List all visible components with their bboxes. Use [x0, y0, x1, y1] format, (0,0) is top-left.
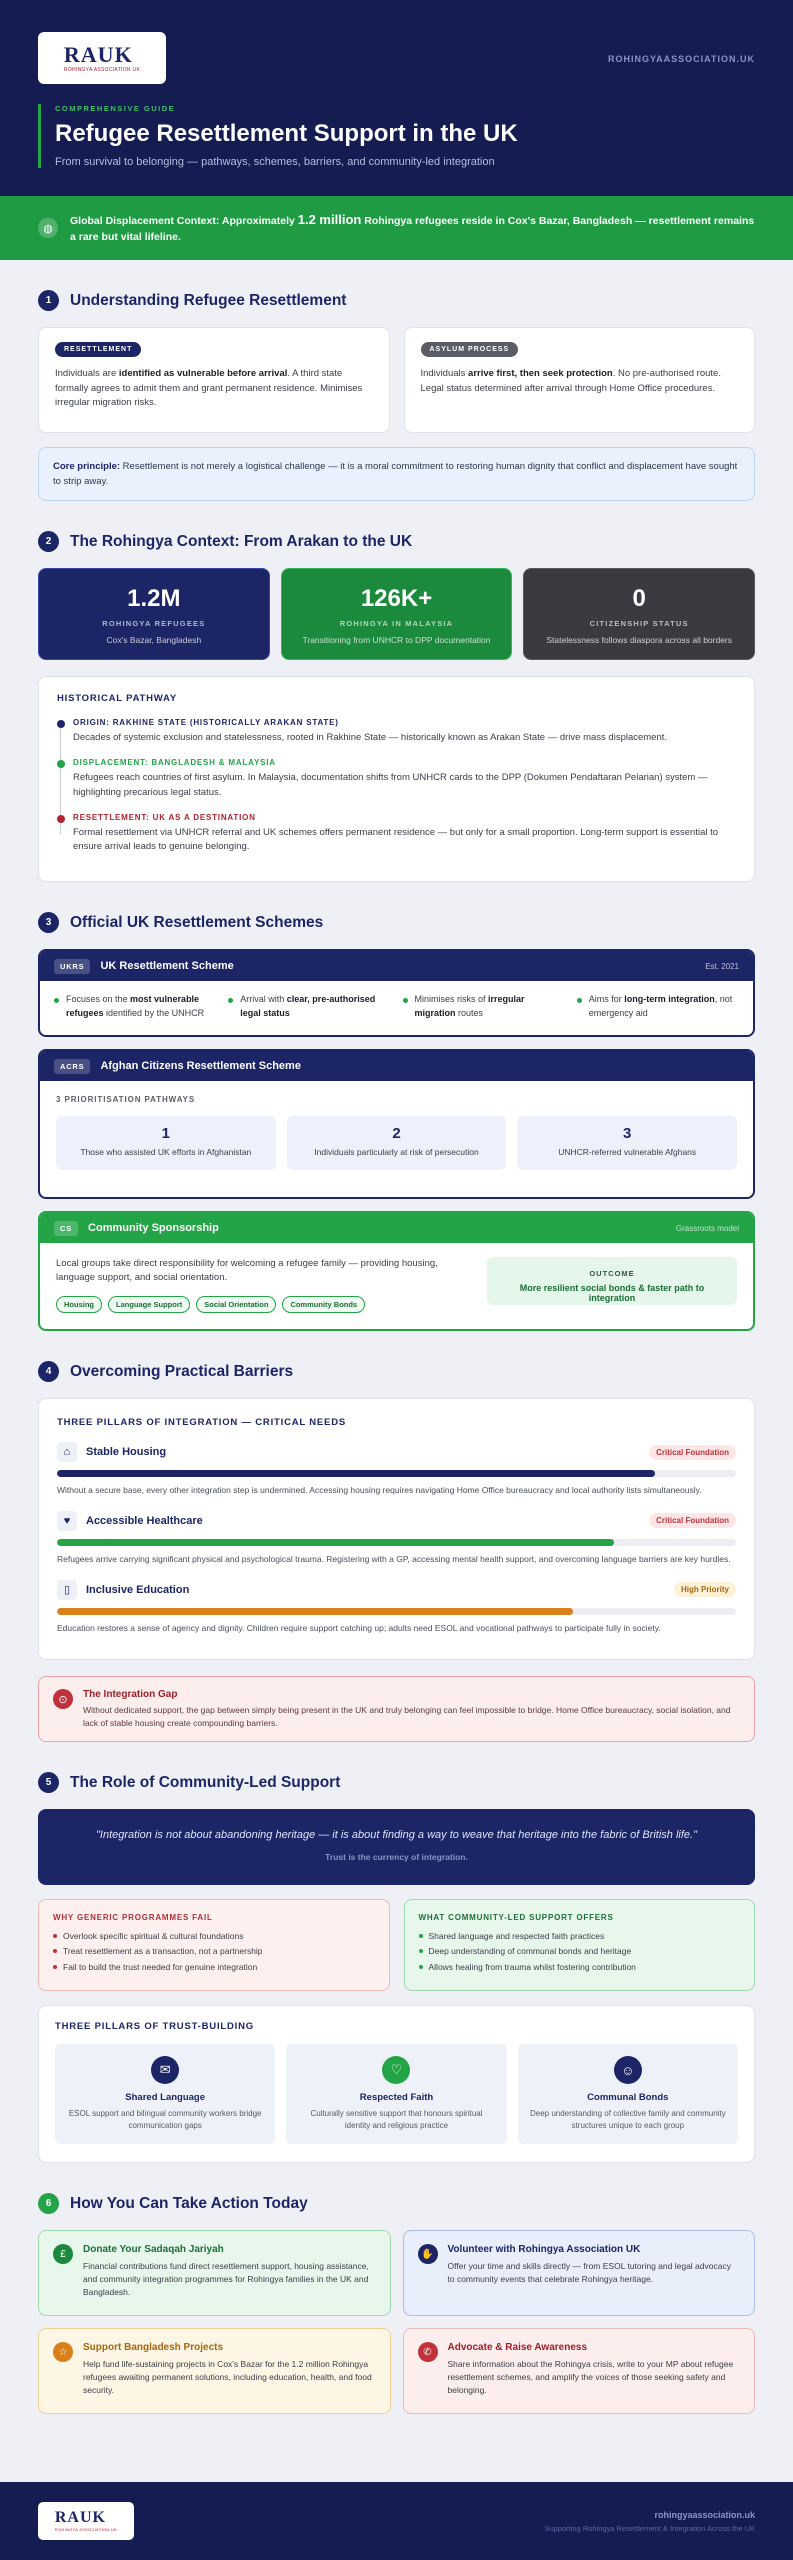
- scheme-feature: [403, 993, 565, 1023]
- acrs-scheme-card: [38, 1049, 755, 1199]
- banner-figure: 1.2 million: [297, 212, 362, 228]
- stat-value: 0: [632, 585, 646, 612]
- timeline-heading: DISPLACEMENT: BANGLADESH & MALAYSIA: [73, 758, 276, 768]
- stat-note: Cox's Bazar, Bangladesh: [106, 635, 202, 645]
- section-title: Understanding Refugee Resettlement: [70, 291, 347, 309]
- integration-needs-card: [38, 1398, 755, 1660]
- trust-icon: ✉: [151, 2056, 179, 2084]
- priority-badge: High Priority: [674, 1582, 736, 1597]
- hero-text: [38, 104, 755, 168]
- feature-text: Minimises risks of irregular migration routes: [414, 994, 525, 1018]
- stat-card: [523, 568, 755, 660]
- sponsorship-text: Local groups take direct responsibility for welcoming a refugee family — providing housing, language support, and social orientation.: [56, 1258, 438, 1284]
- trust-pillar: [55, 2044, 275, 2144]
- scheme-feature: [54, 993, 216, 1023]
- outcome-box: [487, 1257, 737, 1305]
- section-title: Official UK Resettlement Schemes: [70, 913, 324, 931]
- need-level-bar: [57, 1608, 736, 1615]
- timeline-dot: [57, 720, 65, 728]
- hero-header: [0, 0, 793, 196]
- trust-icon: ♡: [382, 2056, 410, 2084]
- scheme-code: UKRS: [54, 959, 90, 974]
- stat-label: CITIZENSHIP STATUS: [589, 619, 689, 628]
- alert-icon: ⊙: [53, 1689, 73, 1709]
- quote-card: [38, 1809, 755, 1885]
- action-title: Volunteer with Rohingya Association UK: [447, 2244, 641, 2255]
- logo-subtitle: ROHINGYA ASSOCIATION UK: [63, 66, 141, 73]
- trust-name: Respected Faith: [359, 2092, 434, 2103]
- ukrs-scheme-card: [38, 949, 755, 1037]
- action-title: Donate Your Sadaqah Jariyah: [83, 2244, 224, 2255]
- historical-pathway-card: [38, 676, 755, 882]
- header-url-link[interactable]: ROHINGYAASSOCIATION.UK: [607, 54, 755, 64]
- trust-pillar: [518, 2044, 738, 2144]
- chip-language: Language Support: [108, 1296, 190, 1313]
- need-level-fill: [57, 1470, 655, 1477]
- pillar-description: Refugees arrive carrying significant physical and psychological trauma. Registering with a GP, accessing mental health support, and overcoming language barriers are key hurdles.: [57, 1553, 731, 1564]
- trust-title: THREE PILLARS OF TRUST-BUILDING: [55, 2021, 254, 2032]
- timeline-item: [73, 718, 736, 745]
- chip-community: Community Bonds: [282, 1296, 365, 1313]
- resettlement-pill: RESETTLEMENT: [55, 342, 141, 357]
- section-2-header: [38, 531, 755, 552]
- integration-pillar: [57, 1511, 736, 1566]
- scheme-feature: [228, 993, 390, 1023]
- integration-pillar: [57, 1580, 736, 1635]
- feature-text: Focuses on the most vulnerable refugees identified by the UNHCR: [66, 994, 205, 1018]
- action-title: Advocate & Raise Awareness: [447, 2342, 588, 2353]
- section-4-header: [38, 1361, 755, 1382]
- page-subtitle: From survival to belonging — pathways, schemes, barriers, and community-led integration: [55, 156, 495, 168]
- chip-housing: Housing: [56, 1296, 102, 1313]
- trust-name: Communal Bonds: [587, 2092, 669, 2103]
- bullet-dot: [419, 1934, 423, 1938]
- asylum-pill: ASYLUM PROCESS: [421, 342, 519, 357]
- need-level-fill: [57, 1539, 614, 1546]
- section-title: The Role of Community-Led Support: [70, 1773, 341, 1791]
- hero-kicker: COMPREHENSIVE GUIDE: [55, 104, 176, 113]
- need-level-bar: [57, 1470, 736, 1477]
- section-title: Overcoming Practical Barriers: [70, 1362, 294, 1380]
- bullet-dot: [577, 998, 582, 1003]
- pillar-name: Inclusive Education: [86, 1583, 190, 1596]
- action-text: Financial contributions fund direct resettlement support, housing assistance, and community integration programmes for Rohingya families in the UK and Bangladesh.: [83, 2261, 369, 2297]
- pillar-description: Without a secure base, every other integration step is undermined. Accessing housing requires navigating Home Office bureaucracy and local authority lists simultaneously.: [57, 1485, 702, 1495]
- action-icon: £: [53, 2244, 73, 2264]
- quote-text: "Integration is not about abandoning heritage — it is about finding a way to weave that heritage into the fabric of British life.": [96, 1829, 697, 1841]
- fail-title: WHY GENERIC PROGRAMMES FAIL: [53, 1913, 213, 1922]
- integration-pillar: [57, 1442, 736, 1497]
- page-title: Refugee Resettlement Support in the UK: [55, 120, 518, 147]
- action-title: Support Bangladesh Projects: [83, 2342, 224, 2353]
- scheme-feature: [577, 993, 739, 1023]
- section-1-header: [38, 290, 755, 311]
- timeline-text: Decades of systemic exclusion and statelessness, rooted in Rakhine State — historically known as Arakan State — drive mass displacement.: [73, 732, 668, 743]
- trust-name: Shared Language: [125, 2092, 206, 2103]
- integration-gap-alert: [38, 1676, 755, 1742]
- pillar-name: Accessible Healthcare: [86, 1514, 203, 1527]
- action-card[interactable]: [38, 2230, 391, 2316]
- timeline-heading: RESETTLEMENT: UK AS A DESTINATION: [73, 812, 256, 822]
- offer-title: WHAT COMMUNITY-LED SUPPORT OFFERS: [418, 1913, 614, 1922]
- section-number: 6: [38, 2193, 59, 2214]
- logo-subtitle: ROHINGYA ASSOCIATION UK: [54, 2527, 118, 2532]
- footer-url-link[interactable]: rohingyaassociation.uk: [654, 2509, 755, 2520]
- stat-label: ROHINGYA IN MALAYSIA: [339, 619, 454, 628]
- resettlement-text: Individuals are identified as vulnerable before arrival. A third state formally agrees to admit them and grant permanent residence. Minimises irregular migration risks.: [55, 368, 363, 409]
- pathway-title: HISTORICAL PATHWAY: [57, 693, 177, 704]
- trust-icon: ☺: [614, 2056, 642, 2084]
- chip-orientation: Social Orientation: [196, 1296, 276, 1313]
- section-title: The Rohingya Context: From Arakan to the UK: [70, 532, 413, 550]
- list-item: Deep understanding of communal bonds and heritage: [419, 1945, 741, 1957]
- action-text: Offer your time and skills directly — from ESOL tutoring and legal advocacy to community events that celebrate Rohingya heritage.: [447, 2261, 731, 2284]
- timeline: [57, 718, 736, 854]
- pathway-box: 3 UNHCR-referred vulnerable Afghans: [517, 1116, 737, 1170]
- timeline-item: [73, 758, 736, 800]
- need-level-fill: [57, 1608, 573, 1615]
- asylum-text: Individuals arrive first, then seek protection. No pre-authorised route. Legal status determined after arrival through Home Office procedures.: [420, 368, 721, 394]
- pathway-box: 2 Individuals particularly at risk of persecution: [287, 1116, 507, 1170]
- feature-text: Aims for long-term integration, not emergency aid: [588, 994, 733, 1018]
- scheme-tag: Est. 2021: [705, 961, 739, 971]
- stat-value: 126K+: [360, 585, 433, 612]
- action-icon: ☆: [53, 2342, 73, 2362]
- logo-wordmark: RAUK: [54, 2509, 106, 2526]
- banner-lead: Global Displacement Context: Approximately: [70, 215, 298, 228]
- list-item: Shared language and respected faith practices: [419, 1930, 741, 1942]
- globe-icon: ◍: [38, 218, 58, 238]
- scheme-code: CS: [54, 1221, 78, 1236]
- scheme-tag: Grassroots model: [675, 1223, 739, 1233]
- gap-title: The Integration Gap: [83, 1689, 178, 1700]
- section-3-header: [38, 912, 755, 933]
- resettlement-definition-card: [38, 327, 390, 433]
- list-item: Treat resettlement as a transaction, not a partnership: [53, 1945, 375, 1957]
- section-title: How You Can Take Action Today: [70, 2194, 308, 2212]
- section-number: 5: [38, 1772, 59, 1793]
- generic-fail-card: [38, 1899, 390, 1991]
- priority-badge: Critical Foundation: [649, 1445, 736, 1460]
- action-icon: ✆: [418, 2342, 438, 2362]
- stat-note: Statelessness follows diaspora across all borders: [546, 635, 733, 645]
- stats-row: [38, 568, 755, 660]
- action-card[interactable]: [403, 2328, 756, 2414]
- section-6-header: [38, 2193, 755, 2214]
- pillar-icon: ⌂: [57, 1442, 77, 1462]
- footer-tagline: Supporting Rohingya Resettlement & Integration Across the UK: [544, 2523, 755, 2533]
- context-banner: [0, 196, 793, 260]
- priority-badge: Critical Foundation: [649, 1513, 736, 1528]
- trust-pillars-card: [38, 2005, 755, 2163]
- section-number: 2: [38, 531, 59, 552]
- section-5-header: [38, 1772, 755, 1793]
- timeline-dot: [57, 815, 65, 823]
- scheme-name: UK Resettlement Scheme: [100, 960, 234, 972]
- section-number: 4: [38, 1361, 59, 1382]
- list-item: Overlook specific spiritual & cultural foundations: [53, 1930, 375, 1942]
- bullet-dot: [419, 1965, 423, 1969]
- list-item: Fail to build the trust needed for genuine integration: [53, 1961, 375, 1973]
- bullet-dot: [403, 998, 408, 1003]
- banner-text: [70, 210, 755, 246]
- stat-label: ROHINGYA REFUGEES: [102, 619, 206, 628]
- pathway-box: 1 Those who assisted UK efforts in Afghanistan: [56, 1116, 276, 1170]
- feature-text: Arrival with clear, pre-authorised legal status: [240, 994, 376, 1018]
- scheme-features: [40, 981, 753, 1035]
- action-card[interactable]: [38, 2328, 391, 2414]
- community-offers-card: [404, 1899, 756, 1991]
- timeline-dot: [57, 760, 65, 768]
- bullet-dot: [53, 1965, 57, 1969]
- footer: [0, 2482, 793, 2560]
- pillar-icon: ▯: [57, 1580, 77, 1600]
- action-text: Help fund life-sustaining projects in Cox's Bazar for the 1.2 million Rohingya refugees awaiting permanent solutions, including education, health, and food security.: [83, 2359, 372, 2395]
- pathways-label: 3 PRIORITISATION PATHWAYS: [56, 1095, 196, 1104]
- action-card[interactable]: [403, 2230, 756, 2316]
- stat-value: 1.2M: [127, 585, 181, 612]
- need-level-bar: [57, 1539, 736, 1546]
- scheme-name: Afghan Citizens Resettlement Scheme: [100, 1060, 301, 1072]
- asylum-definition-card: [404, 327, 756, 433]
- bullet-dot: [419, 1949, 423, 1953]
- trust-description: ESOL support and bilingual community workers bridge communication gaps: [68, 2109, 262, 2130]
- trust-pillar: [286, 2044, 506, 2144]
- stat-note: Transitioning from UNHCR to DPP documentation: [302, 635, 491, 645]
- action-icon: ✋: [418, 2244, 438, 2264]
- banner-rest: Rohingya refugees reside in Cox's Bazar, Bangladesh — resettlement remains a rare but vital lifeline.: [70, 215, 755, 243]
- needs-title: THREE PILLARS OF INTEGRATION — CRITICAL NEEDS: [57, 1417, 346, 1428]
- gap-text: Without dedicated support, the gap between simply being present in the UK and truly belonging can feel impossible to bridge. Home Office bureaucracy, social isolation, and lack of stable housing create compounding barriers.: [83, 1705, 731, 1728]
- timeline-text: Formal resettlement via UNHCR referral and UK schemes offers permanent residence — but only for a small proportion. Long-term support is essential to ensure arrival leads to genuine belonging.: [73, 826, 719, 852]
- quote-subtext: Trust is the currency of integration.: [325, 1852, 468, 1862]
- pillar-icon: ♥: [57, 1511, 77, 1531]
- trust-description: Deep understanding of collective family and community structures unique to each group: [529, 2109, 726, 2130]
- stat-card: [38, 568, 270, 660]
- bullet-dot: [228, 998, 233, 1003]
- outcome-label: OUTCOME: [589, 1269, 635, 1278]
- timeline-heading: ORIGIN: RAKHINE STATE (HISTORICALLY ARAKAN STATE): [73, 718, 339, 727]
- logo-wordmark: RAUK: [63, 41, 133, 67]
- section-number: 3: [38, 912, 59, 933]
- action-text: Share information about the Rohingya crisis, write to your MP about refugee resettlement schemes, and amplify the voices of those seeking safety and belonging.: [447, 2359, 734, 2395]
- timeline-item: [73, 813, 736, 855]
- pillar-name: Stable Housing: [86, 1446, 167, 1458]
- community-sponsorship-card: [38, 1211, 755, 1331]
- outcome-text: More resilient social bonds & faster path to integration: [519, 1283, 705, 1303]
- bullet-dot: [53, 1934, 57, 1938]
- core-principle-note: Core principle: Resettlement is not merely a logistical challenge — it is a moral commitment to restoring human dignity that conflict and displacement have sought to strip away.: [38, 447, 755, 501]
- list-item: Allows healing from trauma whilst fostering contribution: [419, 1961, 741, 1973]
- footer-logo[interactable]: [38, 2502, 134, 2540]
- timeline-text: Refugees reach countries of first asylum. In Malaysia, documentation shifts from UNHCR cards to the DPP (Dokumen Pendaftaran Pelarian) system — highlighting precarious legal status.: [73, 772, 708, 798]
- trust-description: Culturally sensitive support that honours spiritual identity and religious practice: [310, 2109, 483, 2130]
- section-number: 1: [38, 290, 59, 311]
- stat-card: [281, 568, 513, 660]
- pillar-description: Education restores a sense of agency and dignity. Children require support catching up; adults need ESOL and vocational pathways to participate fully in society.: [57, 1622, 661, 1633]
- logo[interactable]: [38, 32, 166, 84]
- scheme-name: Community Sponsorship: [88, 1222, 219, 1234]
- bullet-dot: [53, 1949, 57, 1953]
- scheme-code: ACRS: [54, 1059, 90, 1074]
- bullet-dot: [54, 998, 59, 1003]
